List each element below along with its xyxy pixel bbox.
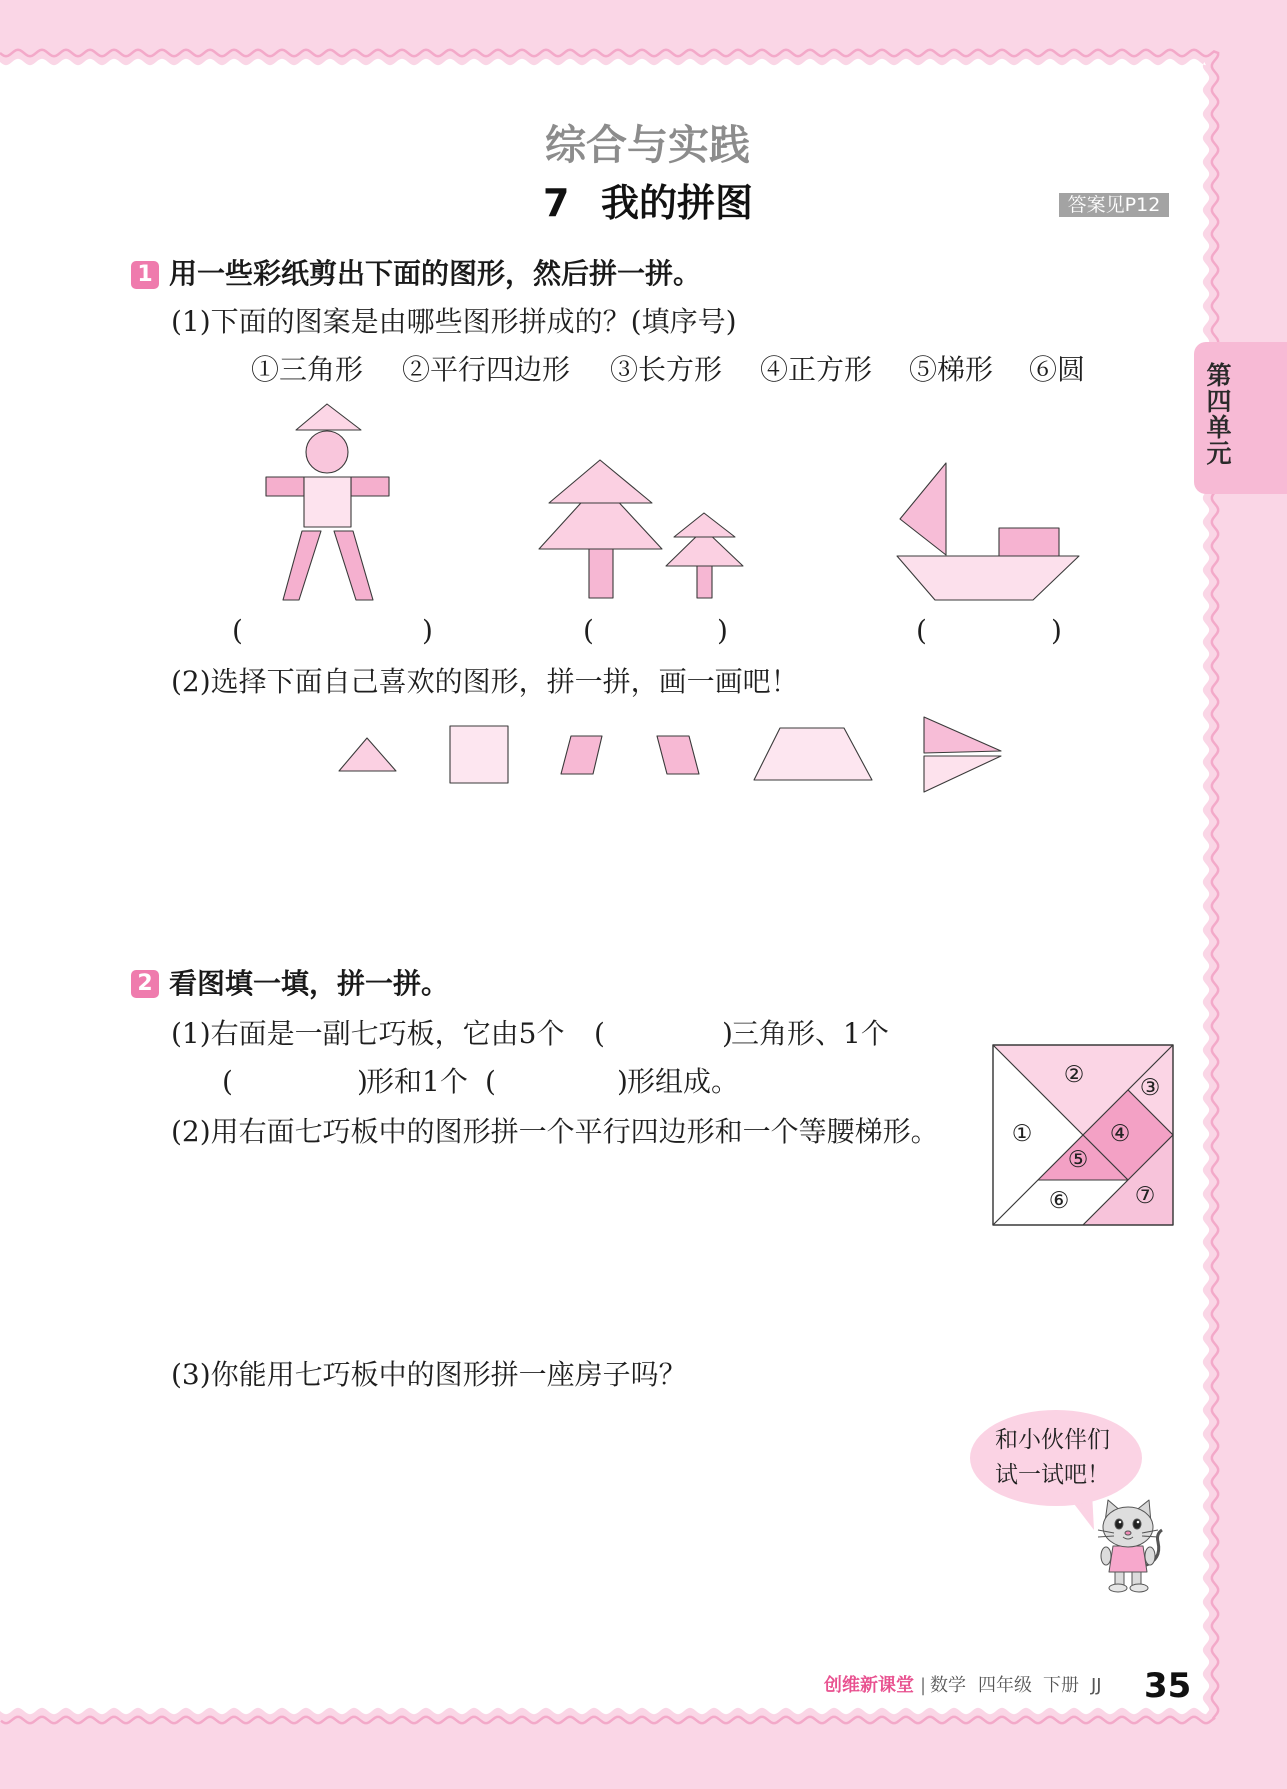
- big-tree-trunk-rectangle: [589, 549, 613, 598]
- question-2-part-1-line-2-end: 形组成。: [627, 1065, 740, 1098]
- cat-left-foot: [1109, 1584, 1127, 1592]
- tangram-square: [993, 1045, 1173, 1225]
- question-1-prompt: 用一些彩纸剪出下面的图形，然后拼一拼。: [169, 257, 702, 290]
- question-1-part-2-text: (2)选择下面自己喜欢的图形，拼一拼，画一画吧！: [171, 665, 799, 698]
- tangram-label-6: ⑥: [1048, 1188, 1070, 1214]
- question-2-part-1-line-1-end: 三角形、1个: [731, 1017, 889, 1050]
- trees-answer-blank-close: ): [717, 614, 728, 647]
- shape-name-blank-1-close: ): [357, 1065, 368, 1098]
- cutout-parallelogram-right: [657, 736, 699, 774]
- footer-grade: 四年级: [978, 1675, 1032, 1696]
- shape-option-5: ⑤梯形: [909, 353, 994, 386]
- small-tree-trunk-rectangle: [697, 566, 712, 598]
- cutout-trapezoid: [754, 728, 872, 780]
- boat-hull-trapezoid: [897, 556, 1079, 600]
- tangram-label-3: ③: [1139, 1075, 1161, 1101]
- cutout-shapes-row: [339, 717, 1001, 792]
- unit-side-tab-label: 第四单元: [1203, 362, 1232, 466]
- question-2-prompt: 看图填一填，拼一拼。: [169, 967, 450, 1000]
- person-answer-blank-close: ): [422, 614, 433, 647]
- cat-head: [1103, 1507, 1153, 1547]
- cat-right-eye: [1133, 1519, 1141, 1529]
- cutout-square: [450, 726, 508, 783]
- shape-name-blank-2-open: (: [485, 1065, 496, 1098]
- shape-option-3: ③长方形: [610, 353, 723, 386]
- tangram-label-4: ④: [1109, 1121, 1131, 1147]
- page-number: 35: [1144, 1666, 1192, 1706]
- tangram-label-2: ②: [1063, 1062, 1085, 1088]
- shape-name-blank-2-close: ): [617, 1065, 628, 1098]
- shape-option-2: ②平行四边形: [402, 353, 571, 386]
- question-2-badge: 2: [131, 970, 159, 998]
- trees-answer-blank-open: (: [583, 614, 594, 647]
- speech-bubble-body: [970, 1410, 1142, 1506]
- tangram-label-7: ⑦: [1134, 1183, 1156, 1209]
- section-title: 综合与实践: [545, 121, 750, 169]
- speech-bubble-line-1: 和小伙伴们: [995, 1427, 1110, 1453]
- question-1-part-1-text: (1)下面的图案是由哪些图形拼成的？(填序号): [171, 305, 737, 338]
- cat-pink-shirt: [1109, 1546, 1147, 1572]
- cat-left-eye: [1115, 1519, 1123, 1529]
- person-left-arm-rectangle: [266, 477, 304, 496]
- trees-figure: [539, 460, 743, 598]
- shape-option-4: ④正方形: [760, 353, 873, 386]
- person-head-circle: [306, 431, 348, 473]
- footer-subject: 数学: [930, 1675, 966, 1696]
- tangram-label-5: ⑤: [1067, 1147, 1089, 1173]
- person-hat-triangle: [296, 404, 361, 430]
- tangram-label-1: ①: [1011, 1121, 1033, 1147]
- person-figure: [266, 404, 389, 600]
- boat-sail-triangle: [900, 463, 946, 555]
- cat-nose: [1125, 1531, 1131, 1535]
- question-1-badge: 1: [131, 261, 159, 289]
- boat-answer-blank-open: (: [916, 614, 927, 647]
- cutout-upper-triangle: [924, 717, 1001, 753]
- person-right-leg-parallelogram: [334, 531, 373, 600]
- person-body-square: [304, 477, 351, 527]
- cat-mascot-illustration: [1098, 1500, 1162, 1592]
- cutout-parallelogram-left: [561, 736, 602, 774]
- cat-left-eye-highlight: [1119, 1521, 1122, 1524]
- footer-volume: 下册: [1043, 1675, 1079, 1696]
- person-answer-blank-open: (: [232, 614, 243, 647]
- footer-edition: JJ: [1091, 1675, 1102, 1696]
- small-tree-upper-triangle: [674, 513, 735, 537]
- triangle-kind-blank-close: ): [722, 1017, 733, 1050]
- lesson-title: 我的拼图: [601, 181, 754, 225]
- shape-option-6: ⑥圆: [1029, 353, 1086, 386]
- cat-right-arm: [1145, 1547, 1155, 1565]
- cutout-triangle: [339, 738, 396, 771]
- person-right-arm-rectangle: [351, 477, 389, 496]
- speech-bubble-line-2: 试一试吧！: [995, 1462, 1110, 1488]
- boat-figure: [897, 463, 1079, 600]
- person-left-leg-parallelogram: [283, 531, 321, 600]
- shape-option-1: ①三角形: [251, 353, 364, 386]
- big-tree-upper-triangle: [549, 460, 652, 503]
- question-2-part-1-line-2-middle: 形和1个: [366, 1065, 468, 1098]
- question-2-part-3-text: (3)你能用七巧板中的图形拼一座房子吗？: [171, 1358, 687, 1391]
- question-2-part-1-line-1-start: (1)右面是一副七巧板，它由5个: [171, 1017, 565, 1050]
- footer-separator: |: [920, 1675, 927, 1696]
- cat-right-foot: [1130, 1584, 1148, 1592]
- boat-cabin-rectangle: [999, 528, 1059, 556]
- triangle-kind-blank-open: (: [594, 1017, 605, 1050]
- footer-brand: 创维新课堂: [824, 1675, 914, 1696]
- boat-answer-blank-close: ): [1051, 614, 1062, 647]
- cutout-lower-triangle: [924, 756, 1001, 792]
- question-2-part-2-text: (2)用右面七巧板中的图形拼一个平行四边形和一个等腰梯形。: [171, 1115, 939, 1148]
- shape-name-blank-1-open: (: [222, 1065, 233, 1098]
- lesson-number: 7: [543, 181, 570, 225]
- cat-right-eye-highlight: [1137, 1521, 1140, 1524]
- cat-left-arm: [1101, 1547, 1111, 1565]
- answer-reference-badge: 答案见P12: [1059, 193, 1169, 217]
